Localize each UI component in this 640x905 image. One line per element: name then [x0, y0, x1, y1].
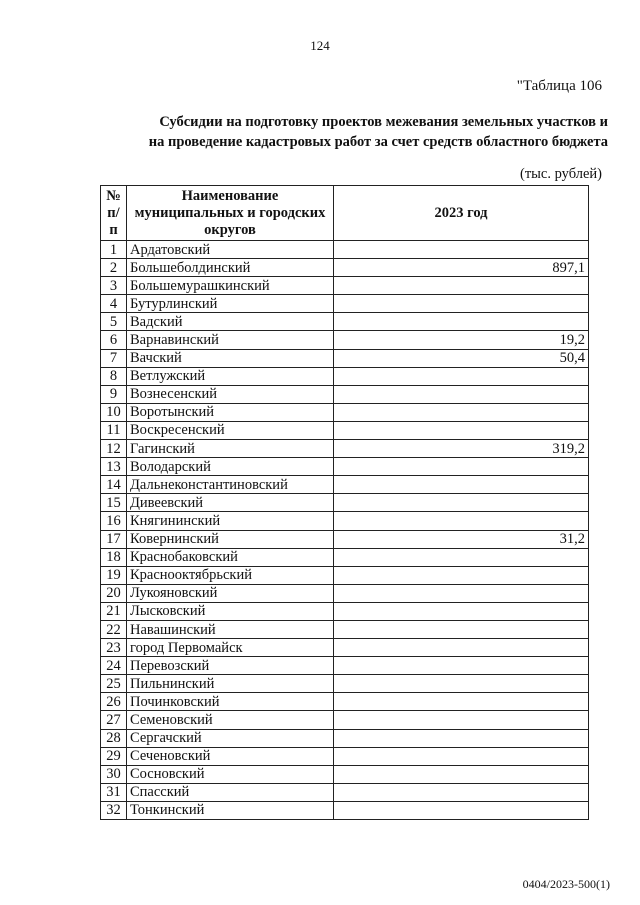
municipality-name: Краснооктябрьский [127, 566, 334, 584]
table-row [101, 584, 589, 602]
subsidy-value-2023 [334, 494, 589, 512]
municipality-name: Краснобаковский [127, 548, 334, 566]
municipality-name: Спасский [127, 783, 334, 801]
municipality-name: Большеболдинский [127, 259, 334, 277]
municipality-name: Ковернинский [127, 530, 334, 548]
table-header-row [101, 186, 589, 241]
municipality-name: Ветлужский [127, 367, 334, 385]
table-row [101, 729, 589, 747]
subsidy-value-2023: 19,2 [334, 331, 589, 349]
table-row [101, 259, 589, 277]
row-number: 19 [101, 566, 127, 584]
municipality-name: Дивеевский [127, 494, 334, 512]
row-number: 2 [101, 259, 127, 277]
row-number: 18 [101, 548, 127, 566]
subsidy-value-2023 [334, 421, 589, 439]
subsidy-value-2023: 319,2 [334, 440, 589, 458]
municipality-name: Володарский [127, 458, 334, 476]
subsidy-value-2023 [334, 657, 589, 675]
subsidy-value-2023 [334, 367, 589, 385]
table-row [101, 512, 589, 530]
table-row [101, 476, 589, 494]
subsidy-value-2023 [334, 277, 589, 295]
row-number: 10 [101, 403, 127, 421]
row-number: 17 [101, 530, 127, 548]
municipality-name: Ардатовский [127, 241, 334, 259]
header-year-2023: 2023 год [334, 186, 589, 241]
table-row [101, 801, 589, 819]
municipality-name: Починковский [127, 693, 334, 711]
page-number: 124 [310, 38, 330, 53]
row-number: 28 [101, 729, 127, 747]
document-code: 0404/2023-500(1) [522, 877, 610, 891]
table-row [101, 566, 589, 584]
subsidy-value-2023 [334, 711, 589, 729]
municipality-name: Большемурашкинский [127, 277, 334, 295]
subsidy-value-2023 [334, 512, 589, 530]
table-label: "Таблица 106 [516, 78, 602, 94]
municipality-name: Вознесенский [127, 385, 334, 403]
table-row [101, 403, 589, 421]
subsidy-table [100, 185, 589, 820]
table-row [101, 349, 589, 367]
table-row [101, 494, 589, 512]
table-row [101, 657, 589, 675]
row-number: 7 [101, 349, 127, 367]
subsidy-value-2023 [334, 783, 589, 801]
units-label: (тыс. рублей) [520, 166, 602, 182]
municipality-name: Варнавинский [127, 331, 334, 349]
municipality-name: город Первомайск [127, 639, 334, 657]
municipality-name: Воротынский [127, 403, 334, 421]
document-title [100, 112, 608, 152]
municipality-name: Навашинский [127, 620, 334, 638]
municipality-name: Дальнеконстантиновский [127, 476, 334, 494]
subsidy-value-2023: 31,2 [334, 530, 589, 548]
table-row [101, 747, 589, 765]
municipality-name: Бутурлинский [127, 295, 334, 313]
row-number: 26 [101, 693, 127, 711]
subsidy-value-2023: 897,1 [334, 259, 589, 277]
table-row [101, 602, 589, 620]
subsidy-value-2023 [334, 675, 589, 693]
table-row [101, 367, 589, 385]
table-row [101, 440, 589, 458]
row-number: 16 [101, 512, 127, 530]
municipality-name: Княгининский [127, 512, 334, 530]
municipality-name: Перевозский [127, 657, 334, 675]
subsidy-value-2023: 50,4 [334, 349, 589, 367]
subsidy-value-2023 [334, 747, 589, 765]
table-row [101, 241, 589, 259]
subsidy-value-2023 [334, 548, 589, 566]
row-number: 8 [101, 367, 127, 385]
row-number: 11 [101, 421, 127, 439]
subsidy-value-2023 [334, 566, 589, 584]
table-row [101, 277, 589, 295]
table-row [101, 295, 589, 313]
municipality-name: Сеченовский [127, 747, 334, 765]
table-body [101, 241, 589, 820]
table-row [101, 675, 589, 693]
subsidy-value-2023 [334, 295, 589, 313]
subsidy-value-2023 [334, 403, 589, 421]
subsidy-value-2023 [334, 602, 589, 620]
row-number: 29 [101, 747, 127, 765]
row-number: 3 [101, 277, 127, 295]
table-row [101, 620, 589, 638]
municipality-name: Пильнинский [127, 675, 334, 693]
table-row [101, 458, 589, 476]
title-line-1: Субсидии на подготовку проектов межевания земельных участков и [159, 114, 608, 130]
row-number: 15 [101, 494, 127, 512]
municipality-name: Тонкинский [127, 801, 334, 819]
row-number: 32 [101, 801, 127, 819]
subsidy-value-2023 [334, 458, 589, 476]
table-row [101, 313, 589, 331]
row-number: 24 [101, 657, 127, 675]
subsidy-value-2023 [334, 801, 589, 819]
subsidy-value-2023 [334, 620, 589, 638]
row-number: 27 [101, 711, 127, 729]
table-row [101, 783, 589, 801]
row-number: 25 [101, 675, 127, 693]
subsidy-value-2023 [334, 241, 589, 259]
row-number: 6 [101, 331, 127, 349]
header-municipality: Наименование муниципальных и городских округов [127, 186, 334, 241]
subsidy-value-2023 [334, 584, 589, 602]
table-row [101, 711, 589, 729]
table-row [101, 765, 589, 783]
row-number: 14 [101, 476, 127, 494]
table-row [101, 421, 589, 439]
subsidy-value-2023 [334, 385, 589, 403]
row-number: 23 [101, 639, 127, 657]
municipality-name: Сергачский [127, 729, 334, 747]
table-row [101, 530, 589, 548]
table-row [101, 693, 589, 711]
title-line-2: на проведение кадастровых работ за счет средств областного бюджета [148, 134, 608, 150]
row-number: 4 [101, 295, 127, 313]
row-number: 31 [101, 783, 127, 801]
municipality-name: Сосновский [127, 765, 334, 783]
municipality-name: Семеновский [127, 711, 334, 729]
row-number: 9 [101, 385, 127, 403]
municipality-name: Гагинский [127, 440, 334, 458]
municipality-name: Лысковский [127, 602, 334, 620]
subsidy-value-2023 [334, 729, 589, 747]
subsidy-value-2023 [334, 765, 589, 783]
municipality-name: Воскресенский [127, 421, 334, 439]
subsidy-value-2023 [334, 313, 589, 331]
row-number: 12 [101, 440, 127, 458]
municipality-name: Лукояновский [127, 584, 334, 602]
table-row [101, 639, 589, 657]
header-number: № п/п [101, 186, 127, 241]
row-number: 21 [101, 602, 127, 620]
subsidy-value-2023 [334, 693, 589, 711]
row-number: 1 [101, 241, 127, 259]
row-number: 5 [101, 313, 127, 331]
municipality-name: Вачский [127, 349, 334, 367]
row-number: 22 [101, 620, 127, 638]
table-row [101, 331, 589, 349]
subsidy-value-2023 [334, 639, 589, 657]
table-row [101, 385, 589, 403]
row-number: 30 [101, 765, 127, 783]
subsidy-value-2023 [334, 476, 589, 494]
table-row [101, 548, 589, 566]
row-number: 20 [101, 584, 127, 602]
row-number: 13 [101, 458, 127, 476]
municipality-name: Вадский [127, 313, 334, 331]
